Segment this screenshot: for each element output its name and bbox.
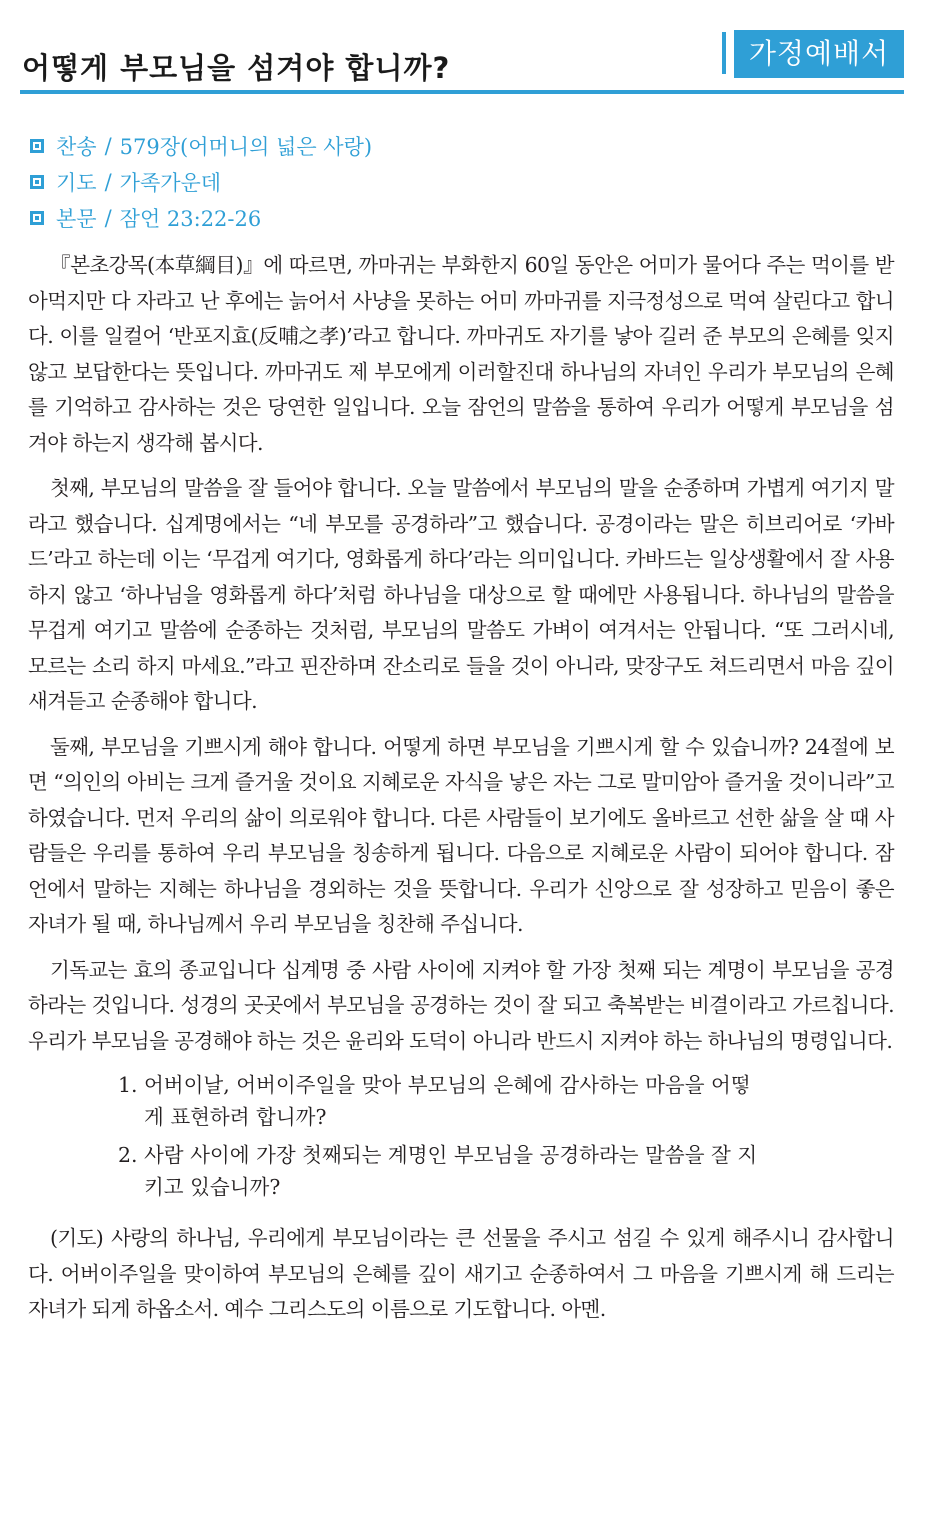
info-value: 잠언 23:22-26 [119,207,262,231]
paragraph-second-point: 둘째, 부모님을 기쁘시게 해야 합니다. 어떻게 하면 부모님을 기쁘시게 할 수 있습니까? 24절에 보면 “의인의 아비는 크게 즐거울 것이요 지혜로운 자식을 낳은 자는 그로 말미암아 즐거울 것이니라”고 하였습니다. 먼저 우리의 삶이 의로워야 합니다. 다른 사람들이 보기에도 올바르고 선한 삶을 살 때 사람들은 우리를 통하여 우리 부모님을 칭송하게 됩니다. 다음으로 지혜로운 사람이 되어야 합니다. 잠언에서 말하는 지혜는 하나님을 경외하는 것을 뜻합니다. 우리가 신앙으로 잘 성장하고 믿음이 좋은 자녀가 될 때, 하나님께서 우리 부모님을 칭찬해 주십니다. [28,734,894,936]
header [20,28,904,94]
square-bullet-icon [30,139,44,153]
closing-prayer: (기도) 사랑의 하나님, 우리에게 부모님이라는 큰 선물을 주시고 섬길 수 있게 해주시니 감사합니다. 어버이주일을 맞이하여 부모님의 은혜를 깊이 새기고 순종하여서 그 마음을 기쁘시게 해 드리는 자녀가 되게 하옵소서. 예수 그리스도의 이름으로 기도합니다. 아멘. [28,1226,894,1321]
info-separator: / [104,134,112,158]
square-bullet-icon [30,211,44,225]
page-title: 어떻게 부모님을 섬겨야 합니까? [22,51,451,85]
question-number: 2. [118,1143,138,1167]
question-text: 사람 사이에 가장 첫째되는 계명인 부모님을 공경하라는 말씀을 잘 지키고 있습니까? [144,1143,758,1199]
discussion-questions [28,1069,758,1203]
question-item [118,1139,758,1203]
info-scripture [30,200,890,236]
info-value: 579장(어머니의 넓은 사랑) [119,135,373,159]
paragraph-intro: 『본초강목(本草綱目)』에 따르면, 까마귀는 부화한지 60일 동안은 어미가 물어다 주는 먹이를 받아먹지만 다 자라고 난 후에는 늙어서 사냥을 못하는 어미 까마귀를 지극정성으로 먹여 살린다고 합니다. 이를 일컬어 ‘반포지효(反哺之孝)’라고 합니다. 까마귀도 자기를 낳아 길러 준 부모의 은혜를 잊지 않고 보답한다는 뜻입니다. 까마귀도 제 부모에게 이러할진대 하나님의 자녀인 우리가 부모님의 은혜를 기억하고 감사하는 것은 당연한 일입니다. 오늘 잠언의 말씀을 통하여 우리가 어떻게 부모님을 섬겨야 하는지 생각해 봅시다. [28,253,894,455]
question-item [118,1069,758,1133]
section-badge: 가정예배서 [734,30,904,78]
sermon-body [28,248,894,1338]
question-text: 어버이날, 어버이주일을 맞아 부모님의 은혜에 감사하는 마음을 어떻게 표현하려 합니까? [144,1073,751,1129]
question-number: 1. [118,1073,138,1097]
info-value: 가족가운데 [119,171,222,195]
info-separator: / [104,206,112,230]
info-hymn [30,128,890,164]
header-divider [722,32,726,74]
info-label: 찬송 [56,135,97,159]
info-label: 기도 [56,171,97,195]
square-bullet-icon [30,175,44,189]
worship-info [30,128,890,236]
info-separator: / [104,170,112,194]
paragraph-conclusion: 기독교는 효의 종교입니다 십계명 중 사람 사이에 지켜야 할 가장 첫째 되는 계명이 부모님을 공경하라는 것입니다. 성경의 곳곳에서 부모님을 공경하는 것이 잘 되고 축복받는 비결이라고 가르칩니다. 우리가 부모님을 공경해야 하는 것은 윤리와 도덕이 아니라 반드시 지켜야 하는 하나님의 명령입니다. [28,957,894,1053]
info-label: 본문 [56,207,97,231]
paragraph-first-point: 첫째, 부모님의 말씀을 잘 들어야 합니다. 오늘 말씀에서 부모님의 말을 순종하며 가볍게 여기지 말라고 했습니다. 십계명에서는 “네 부모를 공경하라”고 했습니다. 공경이라는 말은 히브리어로 ‘카바드’라고 하는데 이는 ‘무겁게 여기다, 영화롭게 하다’라는 의미입니다. 카바드는 일상생활에서 잘 사용하지 않고 ‘하나님을 영화롭게 하다’처럼 하나님을 대상으로 할 때에만 사용됩니다. 하나님의 말씀을 무겁게 여기고 말씀에 순종하는 것처럼, 부모님의 말씀도 가벼이 여겨서는 안됩니다. “또 그러시네, 모르는 소리 하지 마세요.”라고 핀잔하며 잔소리로 들을 것이 아니라, 맞장구도 쳐드리면서 마음 깊이 새겨듣고 순종해야 합니다. [28,476,894,713]
info-prayer [30,164,890,200]
